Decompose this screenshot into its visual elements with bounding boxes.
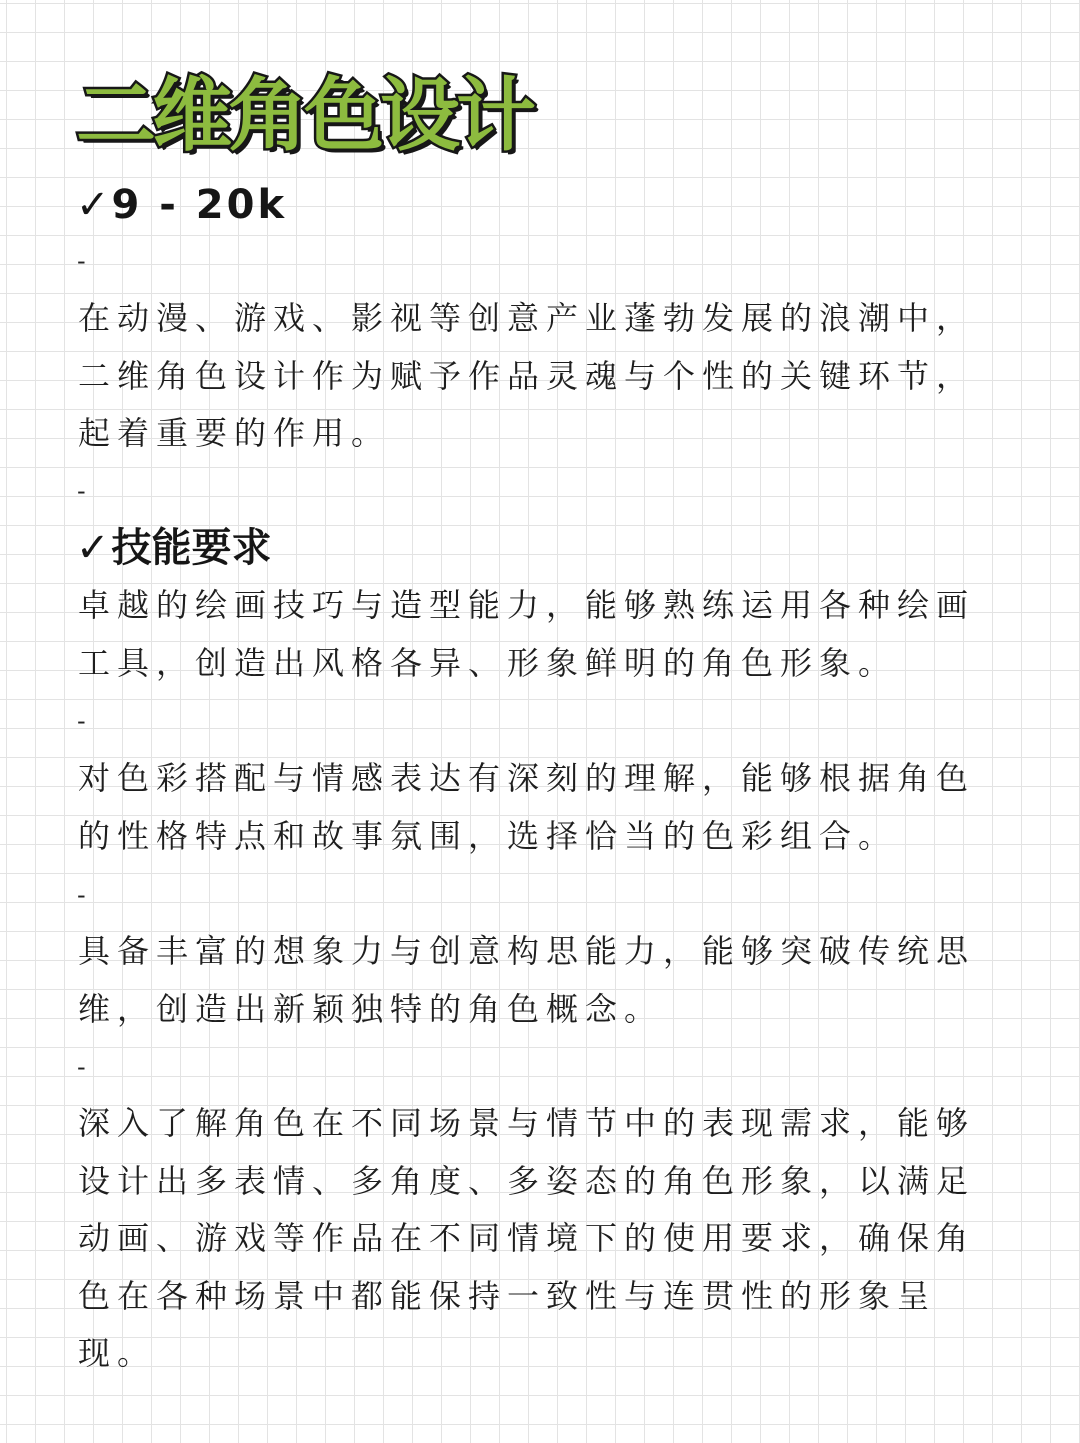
check-icon: ✓ bbox=[76, 525, 110, 571]
salary-heading bbox=[76, 180, 287, 230]
separator: - bbox=[77, 881, 86, 909]
skills-heading-text: 技能要求 bbox=[111, 525, 272, 571]
check-icon: ✓ bbox=[76, 182, 110, 228]
separator: - bbox=[77, 247, 86, 275]
page-title: 二维角色设计 bbox=[76, 69, 532, 162]
intro-paragraph: 在动漫、游戏、影视等创意产业蓬勃发展的浪潮中，二维角色设计作为赋予作品灵魂与个性的关键环节，起着重要的作用。 bbox=[78, 299, 976, 452]
separator: - bbox=[77, 1053, 86, 1081]
skill-item: 卓越的绘画技巧与造型能力，能够熟练运用各种绘画工具，创造出风格各异、形象鲜明的角色形象。 bbox=[78, 586, 976, 682]
skills-heading bbox=[76, 523, 272, 573]
salary-range: 9 - 20k bbox=[111, 182, 288, 228]
separator: - bbox=[77, 477, 86, 505]
separator: - bbox=[77, 707, 86, 735]
skill-item: 对色彩搭配与情感表达有深刻的理解，能够根据角色的性格特点和故事氛围，选择恰当的色彩组合。 bbox=[78, 759, 976, 855]
skill-item: 具备丰富的想象力与创意构思能力，能够突破传统思维，创造出新颖独特的角色概念。 bbox=[78, 932, 976, 1028]
skill-item: 深入了解角色在不同场景与情节中的表现需求，能够设计出多表情、多角度、多姿态的角色形象，以满足动画、游戏等作品在不同情境下的使用要求，确保角色在各种场景中都能保持一致性与连贯性的形象呈现。 bbox=[78, 1104, 976, 1372]
